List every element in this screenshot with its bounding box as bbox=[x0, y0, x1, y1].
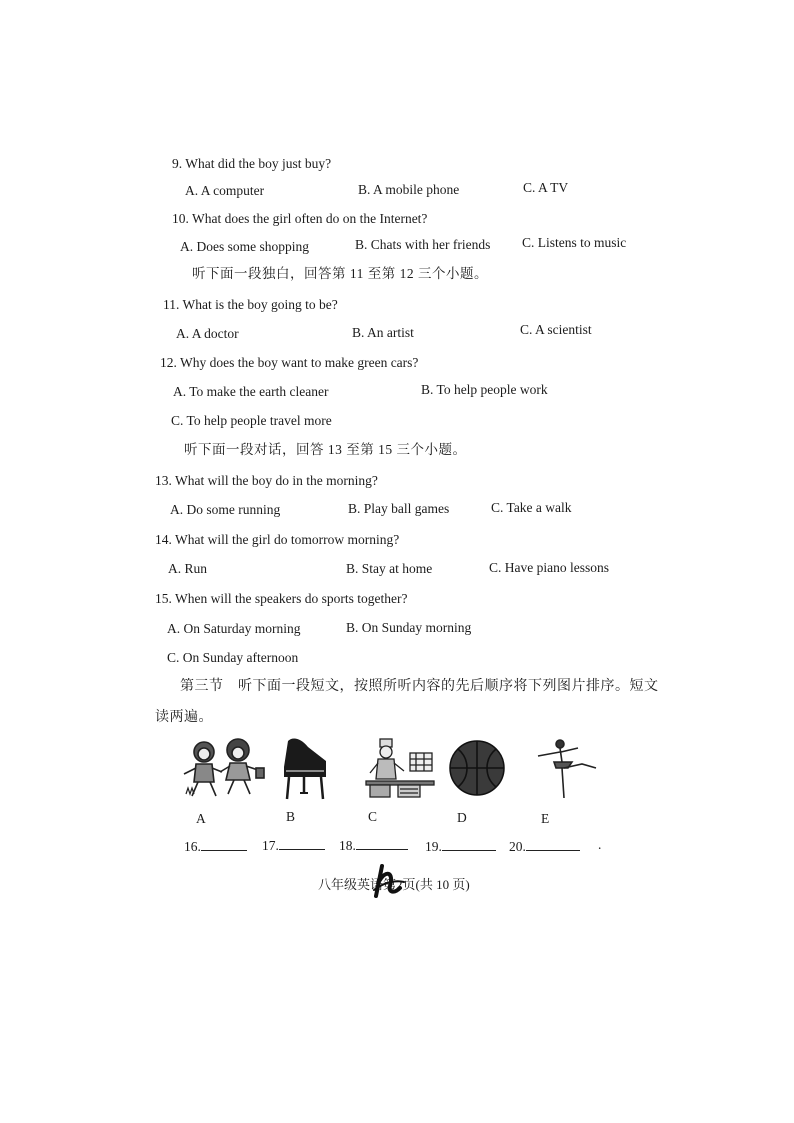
question-10-option-c: C. Listens to music bbox=[522, 235, 627, 250]
question-11-stem: 11. What is the boy going to be? bbox=[163, 297, 338, 312]
answer-blank-18 bbox=[339, 838, 408, 853]
section-3-heading-cont: 读两遍。 bbox=[155, 710, 213, 725]
answer-blank-17-number: 17. bbox=[262, 838, 279, 853]
answer-blank-16 bbox=[184, 839, 247, 854]
answer-end-period: . bbox=[598, 837, 602, 852]
children-walking-icon bbox=[178, 736, 268, 802]
question-10-stem: 10. What does the girl often do on the Internet? bbox=[172, 211, 428, 226]
question-11-option-a: A. A doctor bbox=[176, 326, 239, 341]
question-15-option-a: A. On Saturday morning bbox=[167, 621, 301, 636]
question-11-option-c: C. A scientist bbox=[520, 322, 592, 337]
question-14-option-a: A. Run bbox=[168, 561, 208, 576]
question-15-option-b: B. On Sunday morning bbox=[346, 620, 472, 635]
picture-label-e: E bbox=[541, 811, 550, 826]
picture-label-d: D bbox=[457, 810, 467, 825]
question-9-option-c: C. A TV bbox=[523, 180, 569, 195]
question-14-option-c: C. Have piano lessons bbox=[489, 560, 609, 575]
question-11-option-b: B. An artist bbox=[352, 325, 414, 340]
question-10-option-a: A. Does some shopping bbox=[180, 239, 309, 254]
answer-blank-20-line[interactable] bbox=[526, 839, 580, 851]
question-12-option-c: C. To help people travel more bbox=[171, 413, 332, 428]
answer-blank-19 bbox=[425, 839, 496, 854]
question-9-option-b: B. A mobile phone bbox=[358, 182, 460, 197]
instruction-dialogue: 听下面一段对话，回答 13 至第 15 三个小题。 bbox=[184, 442, 467, 457]
ballet-dancer-icon bbox=[534, 736, 600, 802]
handwritten-mark-icon bbox=[368, 860, 408, 900]
question-13-option-c: C. Take a walk bbox=[491, 500, 572, 515]
picture-label-a: A bbox=[196, 811, 206, 826]
question-15-stem: 15. When will the speakers do sports together? bbox=[155, 591, 408, 606]
question-13-stem: 13. What will the boy do in the morning? bbox=[155, 473, 378, 488]
piano-icon bbox=[280, 735, 330, 801]
question-10-option-b: B. Chats with her friends bbox=[355, 237, 491, 252]
answer-blank-19-line[interactable] bbox=[442, 839, 496, 851]
basketball-icon bbox=[448, 737, 506, 799]
picture-label-b: B bbox=[286, 809, 296, 824]
instruction-monologue: 听下面一段独白，回答第 11 至第 12 三个小题。 bbox=[192, 266, 488, 281]
answer-blank-19-number: 19. bbox=[425, 839, 442, 854]
picture-label-c: C bbox=[368, 809, 378, 824]
answer-blank-17-line[interactable] bbox=[279, 838, 325, 850]
answer-blank-17 bbox=[262, 838, 325, 853]
question-14-stem: 14. What will the girl do tomorrow morning? bbox=[155, 532, 400, 547]
chef-cooking-icon bbox=[364, 737, 436, 803]
question-15-option-c: C. On Sunday afternoon bbox=[167, 650, 299, 665]
question-9-stem: 9. What did the boy just buy? bbox=[172, 156, 332, 171]
question-13-option-b: B. Play ball games bbox=[348, 501, 450, 516]
question-12-stem: 12. Why does the boy want to make green cars? bbox=[160, 355, 419, 370]
answer-blank-16-line[interactable] bbox=[201, 839, 247, 851]
answer-blank-20 bbox=[509, 839, 580, 854]
answer-blank-18-number: 18. bbox=[339, 838, 356, 853]
answer-blank-16-number: 16. bbox=[184, 839, 201, 854]
page-footer: 八年级英语第2页(共 10 页) bbox=[318, 877, 470, 892]
section-3-heading: 第三节 听下面一段短文，按照所听内容的先后顺序将下列图片排序。短文 bbox=[180, 679, 659, 694]
question-12-option-a: A. To make the earth cleaner bbox=[173, 384, 329, 399]
question-13-option-a: A. Do some running bbox=[170, 502, 281, 517]
answer-blank-20-number: 20. bbox=[509, 839, 526, 854]
question-9-option-a: A. A computer bbox=[185, 183, 265, 198]
answer-blank-18-line[interactable] bbox=[356, 838, 408, 850]
question-12-option-b: B. To help people work bbox=[421, 382, 548, 397]
question-14-option-b: B. Stay at home bbox=[346, 561, 433, 576]
